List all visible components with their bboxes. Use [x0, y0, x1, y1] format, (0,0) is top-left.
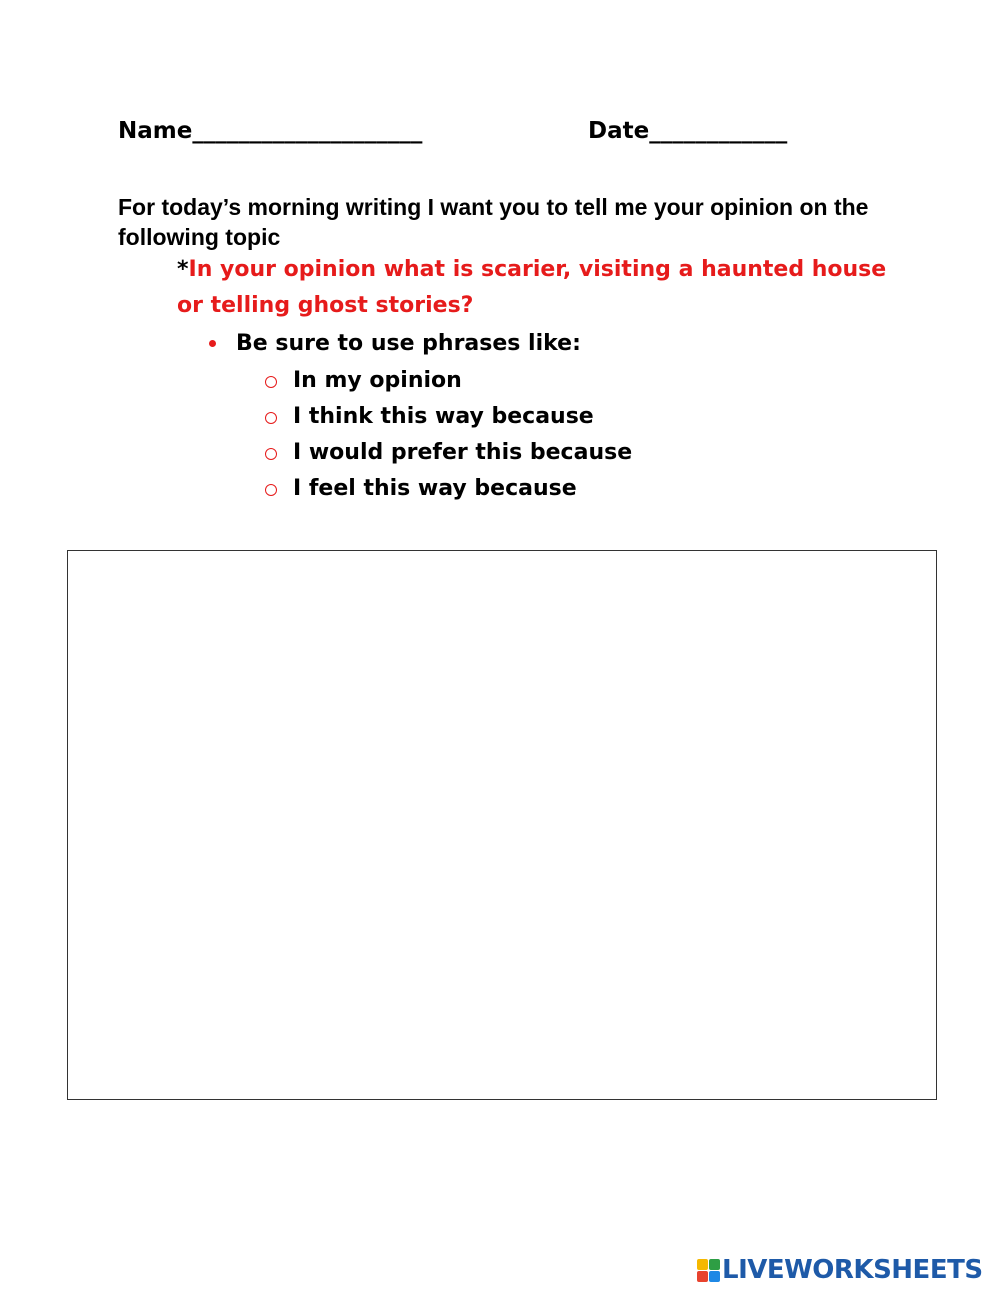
intro-text: For today’s morning writing I want you to tell me your opinion on the following topic [118, 194, 869, 250]
circle-bullet-icon [265, 412, 277, 424]
phrase-item [265, 434, 632, 470]
liveworksheets-logo [697, 1252, 983, 1288]
phrase-text: In my opinion [293, 367, 462, 393]
logo-text: LIVEWORKSHEETS [722, 1255, 983, 1285]
phrase-text: I would prefer this because [293, 439, 633, 465]
name-field-label[interactable]: Name____________________ [118, 118, 423, 144]
prompt-star: * [177, 257, 189, 282]
bullet-dot-icon [209, 340, 216, 347]
circle-bullet-icon [265, 448, 277, 460]
phrase-list [265, 362, 632, 506]
phrase-text: I think this way because [293, 403, 594, 429]
prompt-question: In your opinion what is scarier, visiting a haunted house or telling ghost stories? [177, 257, 887, 318]
phrase-item [265, 362, 632, 398]
circle-bullet-icon [265, 376, 277, 388]
phrase-text: I feel this way because [293, 475, 577, 501]
header-row [118, 118, 878, 158]
logo-tiles-icon [697, 1259, 720, 1282]
answer-text-box[interactable] [67, 550, 937, 1100]
date-field-label[interactable]: Date____________ [588, 118, 788, 144]
writing-prompt [177, 252, 897, 324]
phrase-item [265, 470, 632, 506]
circle-bullet-icon [265, 484, 277, 496]
instruction-bullet-text: Be sure to use phrases like: [236, 330, 581, 356]
instruction-bullet [205, 326, 581, 360]
phrase-item [265, 398, 632, 434]
